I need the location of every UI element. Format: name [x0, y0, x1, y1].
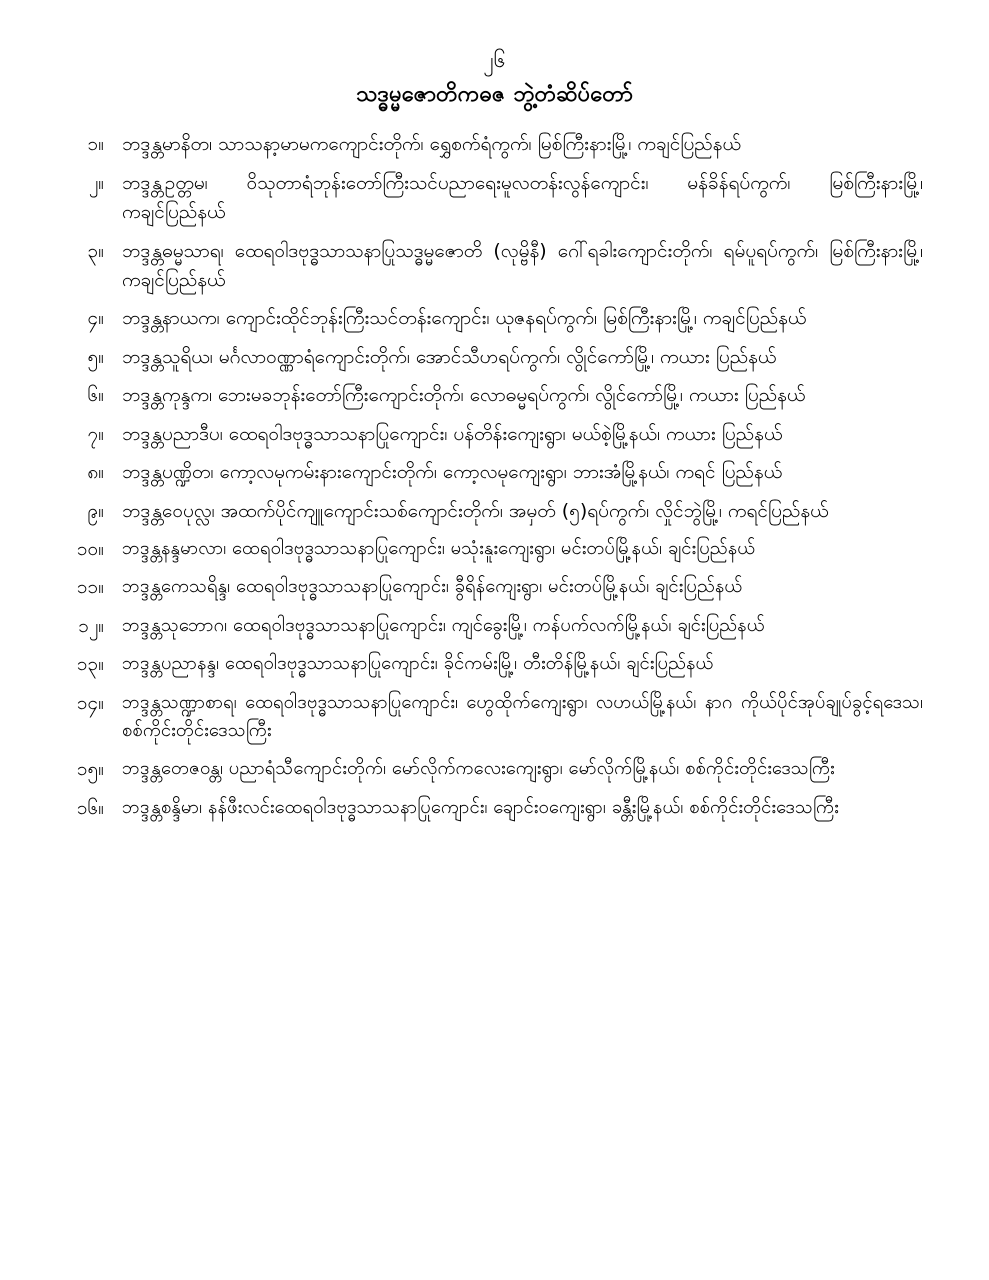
list-item [60, 573, 929, 602]
list-item [60, 458, 929, 487]
list-item-number: ၁၃။ [76, 653, 104, 676]
list-item-number: ၂။ [88, 171, 104, 194]
list-item-number: ၃။ [87, 239, 104, 262]
list-item [60, 535, 929, 564]
list-item-number: ၈။ [87, 461, 104, 484]
list-item [60, 794, 929, 823]
list-item-number: ၆။ [87, 384, 104, 407]
list-item [60, 169, 929, 228]
list-item-text: ဘဒ္ဒန္တပညာနန္ဒ၊ ထေရဝါဒဗုဒ္ဓသာသနာပြုကျောင်း၊ ခိုင်ကမ်းမြို့၊ တီးတိန်မြို့နယ်၊ ချင်းပြည်နယ် [122, 653, 714, 675]
list-item [60, 237, 929, 296]
list-item-number: ၁၂။ [78, 614, 104, 637]
list-item-text: ဘဒ္ဒန္တကုန္ဒက၊ ဘေးမခဘုန်းတော်ကြီးကျောင်းတိုက်၊ လောဓမ္မရပ်ကွက်၊ လွိုင်ကော်မြို့၊ ကယား ပြည်နယ် [122, 384, 806, 407]
list-item-number: ၁၅။ [76, 758, 104, 781]
list-item-text: ဘဒ္ဒန္တနန္ဒမာလာ၊ ထေရဝါဒဗုဒ္ဓသာသနာပြုကျောင်း၊ မသုံးနူးကျေးရွာ၊ မင်းတပ်မြို့နယ်၊ ချင်းပြည်နယ် [122, 538, 756, 559]
list-item-text: ဘဒ္ဒန္တမာနိတ၊ သာသနာ့မာမကကျောင်းတိုက်၊ ရွှေစက်ရံကွက်၊ မြစ်ကြီးနားမြို့၊ ကချင်ပြည်နယ် [122, 133, 741, 156]
list-item-number: ၇။ [87, 422, 104, 445]
list-item-number: ၅။ [87, 345, 104, 368]
list-item-text: ဘဒ္ဒန္တဓမ္မသာရ၊ ထေရဝါဒဗုဒ္ဓသာသနာပြုသဒ္ဓမ္မဇောတိ (လုမ္ဗိနီ) ဂေါ်ရခါးကျောင်းတိုက်၊ ရမ်ပူရပ်ကွက်၊ မြစ်ကြီးနားမြို့၊ ကချင်ပြည်နယ် [122, 239, 923, 291]
list-item [60, 755, 929, 784]
list-item-text: ဘဒ္ဒန္တဝေပုလ္လ၊ အထက်ပိုင်ကျူကျောင်းသစ်ကျောင်းတိုက်၊ အမှတ် (၅)ရပ်ကွက်၊ လှိုင်ဘွဲမြို့၊ ကရင်ပြည်နယ် [122, 499, 829, 522]
list-item [60, 343, 929, 372]
list-item-number: ၁၁။ [76, 576, 104, 599]
list-item-number: ၁။ [87, 133, 104, 156]
award-recipient-list [60, 130, 929, 823]
list-item-text: ဘဒ္ဒန္တစန္ဒိမာ၊ နန်ဖီးလင်းထေရဝါဒဗုဒ္ဓသာသနာပြုကျောင်း၊ ချောင်းဝကျေးရွာ၊ ခန္တီးမြို့နယ်၊ စစ်ကိုင်းတိုင်းဒေသကြီး [122, 796, 839, 818]
list-item-text: ဘဒ္ဒန္တဥတ္တမ၊ ဝိသုတာရံဘုန်းတော်ကြီးသင်ပညာရေးမူလတန်းလွန်ကျောင်း၊ မန်ခိန်ရပ်ကွက်၊ မြစ်ကြီးနားမြို့၊ ကချင်ပြည်နယ် [122, 171, 923, 224]
list-item-text: ဘဒ္ဒန္တသုဘောဂ၊ ထေရဝါဒဗုဒ္ဓသာသနာပြုကျောင်း၊ ကျင်ခွေးမြို့၊ ကန်ပက်လက်မြို့နယ်၊ ချင်းပြည်နယ် [122, 614, 765, 636]
list-item [60, 420, 929, 449]
list-item [60, 130, 929, 159]
list-item [60, 689, 929, 746]
list-item [60, 497, 929, 526]
list-item-text: ဘဒ္ဒန္တနာယက၊ ကျောင်းထိုင်ဘုန်းကြီးသင်တန်းကျောင်း၊ ယုဇနရပ်ကွက်၊ မြစ်ကြီးနားမြို့၊ ကချင်ပြည်နယ် [122, 307, 807, 330]
list-item [60, 612, 929, 641]
list-item-number: ၄။ [87, 307, 104, 330]
list-item-text: ဘဒ္ဒန္တပဏ္ဍိတ၊ ကော့လမုကမ်းနားကျောင်းတိုက်၊ ကော့လမုကျေးရွာ၊ ဘားအံမြို့နယ်၊ ကရင် ပြည်နယ် [122, 461, 783, 484]
list-item-number: ၁၄။ [76, 691, 104, 714]
list-item-text: ဘဒ္ဒန္တကေသရိန္ဒ၊ ထေရဝါဒဗုဒ္ဓသာသနာပြုကျောင်း၊ ခွီရိန်ကျေးရွာ၊ မင်းတပ်မြို့နယ်၊ ချင်းပြည်နယ် [122, 576, 743, 598]
list-item-text: ဘဒ္ဒန္တပညာဒီပ၊ ထေရဝါဒဗုဒ္ဓသာသနာပြုကျောင်း၊ ပန်တိန်းကျေးရွာ၊ မယ်စဲ့မြို့နယ်၊ ကယား ပြည်နယ် [122, 422, 783, 445]
list-item [60, 381, 929, 410]
list-item [60, 650, 929, 679]
page-title: သဒ္ဓမ္မဇောတိကဓဇ ဘွဲ့တံဆိပ်တော် [355, 82, 634, 108]
list-item-text: ဘဒ္ဒန္တသူရိယ၊ မင်္ဂလာဝဏ္ဏာရံကျောင်းတိုက်၊ အောင်သီဟရပ်ကွက်၊ လွိုင်ကော်မြို့၊ ကယား ပြည်နယ် [122, 345, 777, 368]
list-item-number: ၁၆။ [76, 796, 104, 819]
list-item-number: ၁၀။ [76, 538, 104, 560]
list-item-text: ဘဒ္ဒန္တသဏ္ဍာစာရ၊ ထေရဝါဒဗုဒ္ဓသာသနာပြုကျောင်း၊ ဟွေထိုက်ကျေးရွာ၊ လဟယ်မြို့နယ်၊ နာဂ ကိုယ်ပိုင်အုပ်ချုပ်ခွင့်ရဒေသ၊ စစ်ကိုင်းတိုင်းဒေသကြီး [122, 691, 923, 742]
page-number: ၂၆ [483, 48, 506, 72]
list-item-number: ၉။ [87, 499, 104, 522]
list-item-text: ဘဒ္ဒန္တတေဇဝန္တ၊ ပညာရံသီကျောင်းတိုက်၊ မော်လိုက်ကလေးကျေးရွာ၊ မော်လိုက်မြို့နယ်၊ စစ်ကိုင်းတိုင်းဒေသကြီး [122, 758, 835, 780]
list-item [60, 304, 929, 333]
